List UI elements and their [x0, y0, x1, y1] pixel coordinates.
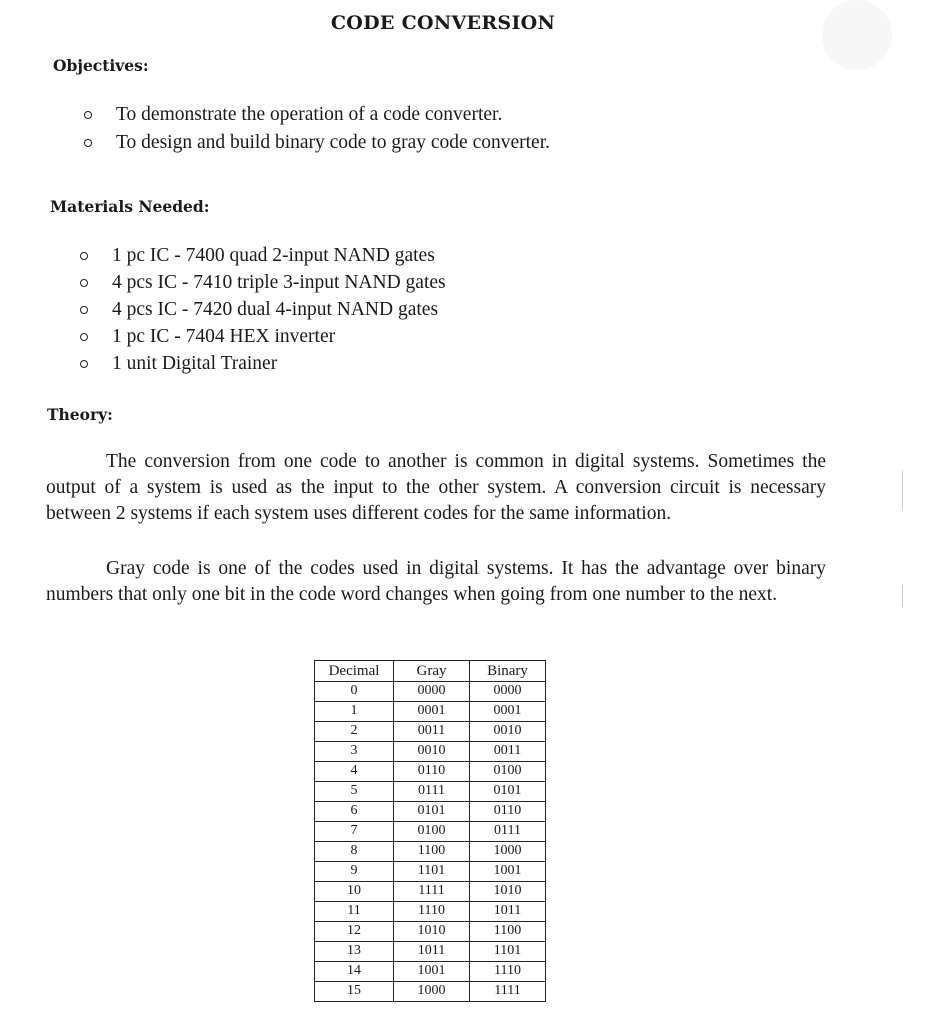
column-header-decimal: Decimal — [315, 661, 394, 682]
table-row — [315, 982, 546, 1002]
binary-cell: 1100 — [470, 922, 546, 942]
gray-cell: 1001 — [394, 962, 470, 982]
decimal-cell: 6 — [315, 802, 394, 822]
gray-cell: 0000 — [394, 682, 470, 702]
table-row — [315, 822, 546, 842]
decimal-cell: 4 — [315, 762, 394, 782]
decimal-cell: 7 — [315, 822, 394, 842]
gray-cell: 1101 — [394, 862, 470, 882]
binary-cell: 1010 — [470, 882, 546, 902]
table-row — [315, 842, 546, 862]
table-row — [315, 962, 546, 982]
binary-cell: 1000 — [470, 842, 546, 862]
gray-cell: 0010 — [394, 742, 470, 762]
binary-cell: 1101 — [470, 942, 546, 962]
gray-cell: 0110 — [394, 762, 470, 782]
list-item: 1 unit Digital Trainer — [80, 350, 446, 377]
gray-cell: 1110 — [394, 902, 470, 922]
bullet-icon — [80, 252, 88, 260]
binary-cell: 1110 — [470, 962, 546, 982]
gray-cell: 1000 — [394, 982, 470, 1002]
gray-cell: 1010 — [394, 922, 470, 942]
table-row — [315, 722, 546, 742]
page-title: CODE CONVERSION — [330, 12, 556, 34]
table-row — [315, 742, 546, 762]
list-item: 1 pc IC - 7400 quad 2-input NAND gates — [80, 242, 446, 269]
gray-cell: 0100 — [394, 822, 470, 842]
binary-cell: 1001 — [470, 862, 546, 882]
binary-cell: 0001 — [470, 702, 546, 722]
objectives-list — [84, 101, 550, 157]
binary-cell: 0000 — [470, 682, 546, 702]
decimal-cell: 3 — [315, 742, 394, 762]
gray-cell: 0111 — [394, 782, 470, 802]
binary-cell: 0010 — [470, 722, 546, 742]
column-header-gray: Gray — [394, 661, 470, 682]
list-item: To design and build binary code to gray code converter. — [84, 129, 550, 157]
bullet-icon — [84, 139, 92, 147]
table-row — [315, 902, 546, 922]
table-row — [315, 682, 546, 702]
decimal-cell: 13 — [315, 942, 394, 962]
materials-list — [80, 242, 446, 377]
gray-cell: 0101 — [394, 802, 470, 822]
binary-cell: 0101 — [470, 782, 546, 802]
table-row — [315, 882, 546, 902]
gray-cell: 1111 — [394, 882, 470, 902]
table-row — [315, 762, 546, 782]
decimal-cell: 15 — [315, 982, 394, 1002]
decimal-cell: 1 — [315, 702, 394, 722]
list-item: 1 pc IC - 7404 HEX inverter — [80, 323, 446, 350]
column-header-binary: Binary — [470, 661, 546, 682]
table-row — [315, 922, 546, 942]
binary-cell: 0110 — [470, 802, 546, 822]
bullet-icon — [80, 279, 88, 287]
decimal-cell: 12 — [315, 922, 394, 942]
table-row — [315, 782, 546, 802]
gray-cell: 0011 — [394, 722, 470, 742]
scan-smudge — [822, 0, 892, 70]
objectives-heading: Objectives: — [53, 56, 149, 75]
theory-paragraph: Gray code is one of the codes used in digital systems. It has the advantage over binary numbers that only one bit in the code word changes when going from one number to the next. — [46, 558, 826, 605]
gray-cell: 0001 — [394, 702, 470, 722]
list-item: 4 pcs IC - 7410 triple 3-input NAND gates — [80, 269, 446, 296]
table-row — [315, 802, 546, 822]
bullet-icon — [84, 111, 92, 119]
decimal-cell: 10 — [315, 882, 394, 902]
table-row — [315, 862, 546, 882]
scan-edge-mark — [902, 470, 903, 510]
scan-edge-mark — [902, 585, 903, 607]
code-table — [314, 660, 546, 1002]
binary-cell: 0011 — [470, 742, 546, 762]
table-row — [315, 942, 546, 962]
list-item: 4 pcs IC - 7420 dual 4-input NAND gates — [80, 296, 446, 323]
decimal-cell: 8 — [315, 842, 394, 862]
table-header-row — [315, 661, 546, 682]
gray-cell: 1100 — [394, 842, 470, 862]
decimal-cell: 5 — [315, 782, 394, 802]
binary-cell: 1111 — [470, 982, 546, 1002]
decimal-cell: 0 — [315, 682, 394, 702]
bullet-icon — [80, 306, 88, 314]
decimal-cell: 2 — [315, 722, 394, 742]
theory-heading: Theory: — [47, 405, 113, 424]
decimal-cell: 9 — [315, 862, 394, 882]
binary-cell: 1011 — [470, 902, 546, 922]
binary-cell: 0100 — [470, 762, 546, 782]
table-row — [315, 702, 546, 722]
decimal-cell: 14 — [315, 962, 394, 982]
list-item: To demonstrate the operation of a code converter. — [84, 101, 550, 129]
bullet-icon — [80, 360, 88, 368]
binary-cell: 0111 — [470, 822, 546, 842]
theory-paragraph: The conversion from one code to another is common in digital systems. Sometimes the output of a system is used as the input to the other system. A conversion circuit is necessary between 2 systems if each system uses different codes for the same information. — [46, 451, 826, 524]
bullet-icon — [80, 333, 88, 341]
materials-heading: Materials Needed: — [50, 197, 210, 216]
gray-cell: 1011 — [394, 942, 470, 962]
decimal-cell: 11 — [315, 902, 394, 922]
